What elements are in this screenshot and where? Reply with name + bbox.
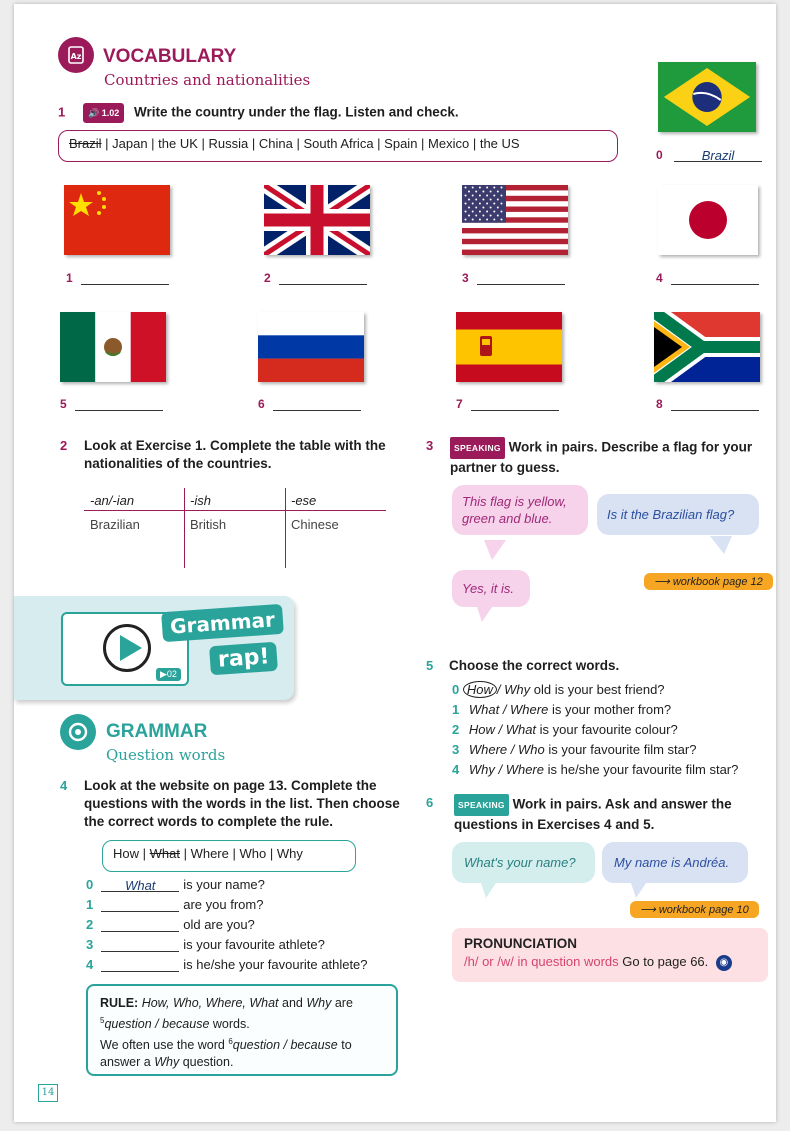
word-russia: Russia xyxy=(208,136,249,151)
ex2-text: Look at Exercise 1. Complete the table with the nationalities of the countries. xyxy=(84,438,386,471)
grammar-title: GRAMMAR xyxy=(106,721,208,742)
flag-7-answer xyxy=(456,397,559,411)
ex4-answer-3[interactable] xyxy=(101,938,179,952)
us-flag-star xyxy=(497,199,499,201)
us-flag-star xyxy=(490,191,492,193)
grammar-icon xyxy=(60,714,96,750)
ex5-circled-answer: How xyxy=(463,681,497,698)
flag-1-number: 1 xyxy=(66,271,73,285)
ex5-choice-4[interactable]: Why / Where xyxy=(468,762,544,777)
ex6-bubble-1: What's your name? xyxy=(452,842,595,883)
ex3-bubble-3: Yes, it is. xyxy=(452,570,530,607)
ex4-word-box: How | What | Where | Who | Why xyxy=(102,840,356,872)
us-flag-star xyxy=(493,195,495,197)
us-flag-star xyxy=(472,195,474,197)
table-header-ese: -ese xyxy=(291,493,317,508)
word-who: Who xyxy=(239,846,267,861)
video-badge: ▶02 xyxy=(156,668,181,681)
flag-5-line[interactable] xyxy=(75,397,163,411)
flag-3-answer xyxy=(462,271,565,285)
us-flag-star xyxy=(501,219,503,221)
ex5-number: 5 xyxy=(426,658,434,673)
word-uk: the UK xyxy=(158,136,198,151)
ex4-answer-1[interactable] xyxy=(101,898,179,912)
china-flag xyxy=(64,185,170,255)
speaking-tag: SPEAKING xyxy=(450,437,505,459)
speaker-icon: 🔊 xyxy=(88,108,100,118)
us-flag-star xyxy=(465,195,467,197)
us-flag-star xyxy=(493,219,495,221)
flag-1-line[interactable] xyxy=(81,271,169,285)
us-flag-star xyxy=(493,203,495,205)
word-mexico: Mexico xyxy=(428,136,470,151)
ex3-instruction xyxy=(426,437,766,477)
us-flag-star xyxy=(479,203,481,205)
ex3-bubble-1-tail xyxy=(484,540,506,560)
us-flag-star xyxy=(475,207,477,209)
us-flag-star xyxy=(490,207,492,209)
ex4-line-2: 2 old are you? xyxy=(86,917,255,932)
ex1-word-box: Brazil | Japan | the UK | Russia | China | South Africa | Spain | Mexico | the US xyxy=(58,130,618,162)
flag-7-number: 7 xyxy=(456,397,463,411)
page-number: 14 xyxy=(38,1084,58,1102)
ex3-bubble-2: Is it the Brazilian flag? xyxy=(597,494,759,535)
flag-4-line[interactable] xyxy=(671,271,759,285)
us-flag-star xyxy=(497,191,499,193)
vocabulary-icon xyxy=(58,37,94,73)
vocabulary-title: VOCABULARY xyxy=(103,46,237,67)
table-cell-british: British xyxy=(190,517,227,532)
flag-8-line[interactable] xyxy=(671,397,759,411)
ex4-answer-2[interactable] xyxy=(101,918,179,932)
flag-3-number: 3 xyxy=(462,271,469,285)
ex2-instruction xyxy=(60,437,400,473)
rule-label: RULE: xyxy=(100,996,139,1010)
table-cell-brazilian: Brazilian xyxy=(90,517,140,532)
pronunciation-link[interactable]: Go to page 66. xyxy=(622,954,709,969)
ex5-item-3: 3 Where / Who is your favourite film star? xyxy=(452,742,697,757)
us-flag-star xyxy=(482,191,484,193)
us-flag-star xyxy=(482,199,484,201)
flag-2-number: 2 xyxy=(264,271,271,285)
play-icon[interactable] xyxy=(103,624,151,672)
ex6-text: Work in pairs. Ask and answer the questions in Exercises 4 and 5. xyxy=(454,796,732,832)
us-flag-star xyxy=(475,215,477,217)
us-flag-star xyxy=(486,187,488,189)
grammar-rap-line1: Grammar xyxy=(161,604,284,642)
us-flag-star xyxy=(465,203,467,205)
us-flag-star xyxy=(468,199,470,201)
us-flag-star xyxy=(472,187,474,189)
us-flag-star xyxy=(479,195,481,197)
us-flag-star xyxy=(475,191,477,193)
ex3-number: 3 xyxy=(426,438,434,453)
us-flag-star xyxy=(490,199,492,201)
headphones-icon[interactable]: ◉ xyxy=(716,955,732,971)
rule-choice-6[interactable]: question / because xyxy=(232,1038,338,1053)
us-flag-star xyxy=(479,187,481,189)
ex4-answer-4[interactable] xyxy=(101,958,179,972)
vocabulary-subtitle: Countries and nationalities xyxy=(104,71,311,89)
ex6-bubble-2: My name is Andréa. xyxy=(602,842,748,883)
flag-7-line[interactable] xyxy=(471,397,559,411)
flag-5-number: 5 xyxy=(60,397,67,411)
ex3-text: Work in pairs. Describe a flag for your partner to guess. xyxy=(450,439,753,475)
japan-flag xyxy=(658,185,758,255)
audio-badge[interactable] xyxy=(83,103,124,123)
ex1-number: 1 xyxy=(58,104,66,120)
rule-box: RULE: How, Who, Where, What and Why are $^5$question / because words. We often use the word $^6$question / because to answer a Why question. xyxy=(86,984,398,1076)
ex2-number: 2 xyxy=(60,438,68,453)
word-china: China xyxy=(258,136,293,151)
us-flag-star xyxy=(465,187,467,189)
ex1-instruction xyxy=(58,103,459,123)
us-flag-star xyxy=(465,219,467,221)
us-flag-star xyxy=(468,207,470,209)
ex6-bubble-1-tail xyxy=(480,880,498,898)
ex3-bubble-2-tail xyxy=(710,536,732,554)
nationality-table xyxy=(84,488,386,568)
us-flag-star xyxy=(501,211,503,213)
us-flag-star xyxy=(482,207,484,209)
us-flag-star xyxy=(501,203,503,205)
flag-2-answer xyxy=(264,271,367,285)
arrow-right-icon: ⟶ xyxy=(640,904,659,916)
us-flag-star xyxy=(472,219,474,221)
word-japan: Japan xyxy=(112,136,148,151)
us-flag-star xyxy=(486,195,488,197)
ex4-line-3: 3 is your favourite athlete? xyxy=(86,937,325,952)
ex4-answer-0[interactable]: What xyxy=(101,878,179,892)
ex5-choice-0[interactable]: / Why xyxy=(496,682,531,697)
us-flag-star xyxy=(479,219,481,221)
flag-6-answer xyxy=(258,397,361,411)
ex5-choice-2[interactable]: How / What xyxy=(468,722,537,737)
table-header-an: -an/-ian xyxy=(90,493,135,508)
ex4-text: Look at the website on page 13. Complete the questions with the words in the list. Then choose the correct words to complete the rule. xyxy=(84,778,400,829)
us-flag-star xyxy=(493,187,495,189)
flag-8-answer xyxy=(656,397,759,411)
word-how: How xyxy=(113,846,140,861)
us-flag-star xyxy=(475,199,477,201)
russia-flag xyxy=(258,312,364,382)
brazil-flag xyxy=(658,62,756,132)
ex5-item-0: 0 How / Why old is your best friend? xyxy=(452,682,665,697)
ex1-example-answer: Brazil xyxy=(674,148,762,162)
us-flag-star xyxy=(486,219,488,221)
us-flag-star xyxy=(486,203,488,205)
ex1-example xyxy=(656,148,762,162)
flag-8-number: 8 xyxy=(656,397,663,411)
ex6-bubble-2-tail xyxy=(630,880,648,898)
flag-6-number: 6 xyxy=(258,397,265,411)
ex5-choice-1[interactable]: What / Where xyxy=(468,702,549,717)
textbook-page xyxy=(14,4,776,1122)
pronunciation-title: PRONUNCIATION xyxy=(464,936,577,951)
flag-1-answer xyxy=(66,271,169,285)
spain-flag xyxy=(456,312,562,382)
pronunciation-sounds: /h/ or /w/ in question words xyxy=(464,954,619,969)
us-flag-star xyxy=(482,215,484,217)
table-header-ish: -ish xyxy=(190,493,211,508)
word-spain: Spain xyxy=(384,136,418,151)
flag-5-answer xyxy=(60,397,163,411)
word-what: What xyxy=(149,846,180,861)
svg-text:Az: Az xyxy=(70,52,82,61)
ex4-number: 4 xyxy=(60,778,68,793)
flag-4-number: 4 xyxy=(656,271,663,285)
us-flag-star xyxy=(479,211,481,213)
us-flag-star xyxy=(468,215,470,217)
mexico-flag xyxy=(60,312,166,382)
us-flag-star xyxy=(501,187,503,189)
speaking-tag-2: SPEAKING xyxy=(454,794,509,816)
flag-6-line[interactable] xyxy=(273,397,361,411)
ex4-line-1: 1 are you from? xyxy=(86,897,264,912)
rule-choice-5[interactable]: question / because xyxy=(104,1017,210,1032)
ex1-text: Write the country under the flag. Listen and check. xyxy=(134,104,459,120)
ex6-number: 6 xyxy=(426,795,434,810)
uk-flag xyxy=(264,185,370,255)
ex5-text: Choose the correct words. xyxy=(449,658,620,673)
grammar-rap-banner[interactable] xyxy=(14,596,294,700)
flag-4-answer xyxy=(656,271,759,285)
ex3-bubble-3-tail xyxy=(476,604,494,622)
grammar-subtitle: Question words xyxy=(106,746,226,764)
ex5-item-1: 1 What / Where is your mother from? xyxy=(452,702,672,717)
ex5-instruction xyxy=(426,657,619,675)
arrow-right-icon: ⟶ xyxy=(654,576,673,588)
ex4-instruction xyxy=(60,777,400,831)
word-brazil: Brazil xyxy=(69,136,102,151)
word-us: the US xyxy=(479,136,520,151)
ex6-workbook-link[interactable] xyxy=(630,901,759,918)
ex1-example-number: 0 xyxy=(656,148,663,162)
us-flag xyxy=(462,185,568,255)
flag-2-line[interactable] xyxy=(279,271,367,285)
grammar-rap-line2: rap! xyxy=(209,642,278,676)
us-flag-star xyxy=(497,207,499,209)
us-flag-star xyxy=(493,211,495,213)
us-flag-star xyxy=(465,211,467,213)
ex3-workbook-text: workbook page 12 xyxy=(672,576,763,588)
ex4-line-0: 0 What is your name? xyxy=(86,877,265,893)
us-flag-star xyxy=(501,195,503,197)
ex3-workbook-link[interactable] xyxy=(644,573,773,590)
us-flag-star xyxy=(486,211,488,213)
us-flag-star xyxy=(468,191,470,193)
ex6-workbook-text: workbook page 10 xyxy=(658,904,749,916)
ex5-item-4: 4 Why / Where is he/she your favourite film star? xyxy=(452,762,739,777)
us-flag-star xyxy=(490,215,492,217)
word-where: Where xyxy=(190,846,229,861)
south-africa-flag xyxy=(654,312,760,382)
pronunciation-box xyxy=(452,928,768,982)
ex3-bubble-1: This flag is yellow, green and blue. xyxy=(452,485,588,535)
ex5-item-2: 2 How / What is your favourite colour? xyxy=(452,722,678,737)
ex4-line-4: 4 is he/she your favourite athlete? xyxy=(86,957,368,972)
audio-track: 1.02 xyxy=(101,108,120,118)
ex6-instruction xyxy=(426,794,766,834)
flag-3-line[interactable] xyxy=(477,271,565,285)
us-flag-star xyxy=(497,215,499,217)
us-flag-star xyxy=(472,203,474,205)
us-flag-star xyxy=(472,211,474,213)
ex5-choice-3[interactable]: Where / Who xyxy=(468,742,545,757)
word-south-africa: South Africa xyxy=(303,136,374,151)
word-why: Why xyxy=(276,846,303,861)
table-cell-chinese: Chinese xyxy=(291,517,339,532)
